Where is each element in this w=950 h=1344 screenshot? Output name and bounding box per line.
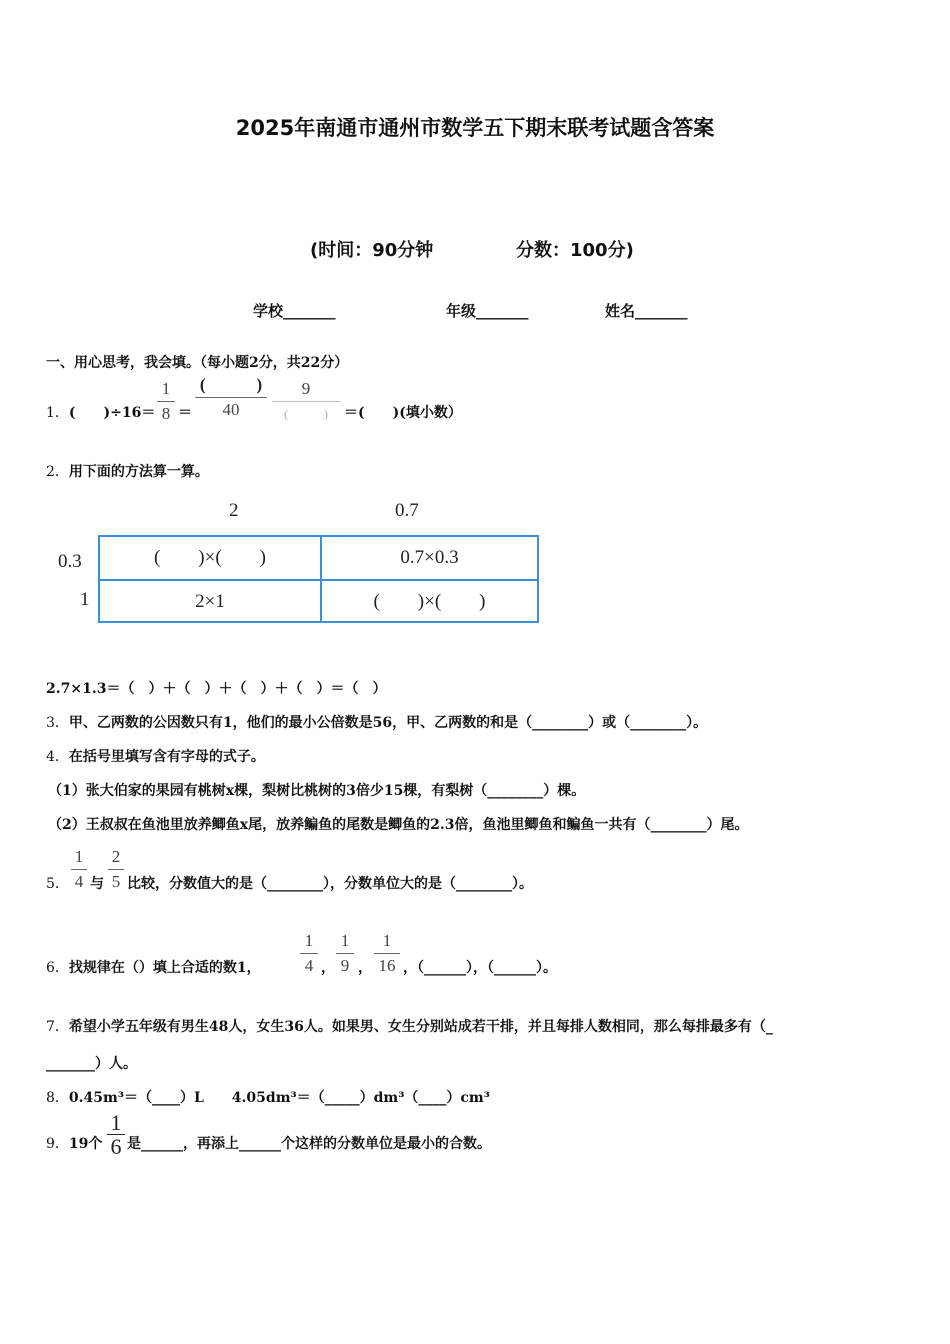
q9-text: 是______，再添上______个这样的分数单位是最小的合数。 — [127, 1136, 491, 1152]
q8-text: 0.45m³＝（____）L 4.05dm³＝（_____）dm³（____）cm³ — [68, 1090, 490, 1106]
exam-time: (时间：90分钟 — [310, 240, 434, 261]
q1-fraction-1: 1 8 — [157, 378, 175, 425]
col-label-2: 0.7 — [395, 500, 419, 521]
table-cell: 2×1 — [195, 591, 225, 612]
grade-field: 年级_______ — [446, 302, 529, 320]
question-2 — [46, 461, 209, 481]
question-number: 6． — [46, 960, 69, 976]
q5-text: 比较，分数值大的是（________），分数单位大的是（________）。 — [127, 876, 533, 892]
q4-sub-1: （1）张大伯家的果园有桃树x棵，梨树比桃树的3倍少15棵，有梨树（________）棵。 — [48, 783, 586, 799]
question-number: 2． — [46, 464, 69, 480]
question-4 — [46, 746, 265, 766]
q5-fraction-1: 1 4 — [71, 846, 87, 893]
question-3 — [46, 712, 707, 732]
q6-fraction-3: 1 16 — [374, 930, 400, 977]
q1-fraction-2: ( ) 40 — [195, 374, 267, 421]
exam-score: 分数：100分) — [516, 240, 634, 261]
q2-text: 用下面的方法算一算。 — [68, 464, 209, 480]
q7-line-1: 希望小学五年级有男生48人，女生36人。如果男、女生分别站成若干排，并且每排人数相同，那么每排最多有（_ — [68, 1019, 773, 1035]
question-number: 9． — [46, 1136, 69, 1152]
q4-sub-2: （2）王叔叔在鱼池里放养鲫鱼x尾，放养鳊鱼的尾数是鲫鱼的2.3倍，鱼池里鲫鱼和鳊鱼一共有（________）尾。 — [48, 817, 749, 833]
q6-separator: ， — [358, 960, 372, 976]
q3-text: 甲、乙两数的公因数只有1，他们的最小公倍数是56，甲、乙两数的和是（________）或（________）。 — [68, 715, 708, 731]
q1-fraction-3: 9 ( ) — [272, 378, 340, 425]
question-number: 7． — [46, 1019, 69, 1035]
table-cell: ( )×( ) — [373, 591, 486, 612]
question-8 — [46, 1087, 490, 1107]
col-label-1: 2 — [229, 500, 239, 521]
q5-mid: 与 — [90, 876, 104, 892]
q7-line-2: _______）人。 — [46, 1056, 137, 1072]
q1-equals: ＝ — [178, 405, 192, 421]
name-field: 姓名_______ — [605, 302, 688, 320]
q5-fraction-2: 2 5 — [108, 846, 124, 893]
question-number: 8． — [46, 1090, 69, 1106]
school-field: 学校_______ — [253, 302, 336, 320]
q1-tail: ＝( )(填小数） — [344, 405, 462, 421]
q6-tail: ，（______），（______）。 — [403, 960, 557, 976]
q6-fraction-2: 1 9 — [336, 930, 354, 977]
q1-part1: ( )÷16＝ — [68, 405, 156, 421]
question-number: 4． — [46, 749, 69, 765]
table-cell: ( )×( ) — [153, 547, 267, 568]
q9-pre: 19个 — [68, 1136, 103, 1152]
q6-text: 找规律在（）填上合适的数1， — [68, 960, 261, 976]
page-title: 2025年南通市通州市数学五下期末联考试题含答案 — [235, 116, 715, 140]
question-number: 3． — [46, 715, 69, 731]
question-9 — [46, 1133, 102, 1153]
question-1 — [46, 402, 155, 422]
row-label-2: 1 — [80, 589, 90, 610]
row-label-1: 0.3 — [58, 551, 82, 572]
area-model-table — [98, 535, 539, 623]
q9-fraction: 1 6 — [107, 1112, 125, 1157]
section-heading: 一、用心思考，我会填。（每小题2分，共22分） — [46, 355, 349, 371]
question-5-number: 5． — [46, 876, 69, 892]
table-cell: 0.7×0.3 — [400, 547, 459, 568]
q4-text: 在括号里填写含有字母的式子。 — [68, 749, 265, 765]
question-number: 1． — [46, 405, 69, 421]
q6-fraction-1: 1 4 — [300, 930, 318, 977]
question-6 — [46, 957, 261, 977]
question-7 — [46, 1016, 773, 1036]
q6-separator: ， — [321, 960, 335, 976]
q2-equation: 2.7×1.3＝（ ）＋（ ）＋（ ）＋（ ）＝（ ） — [46, 681, 387, 697]
